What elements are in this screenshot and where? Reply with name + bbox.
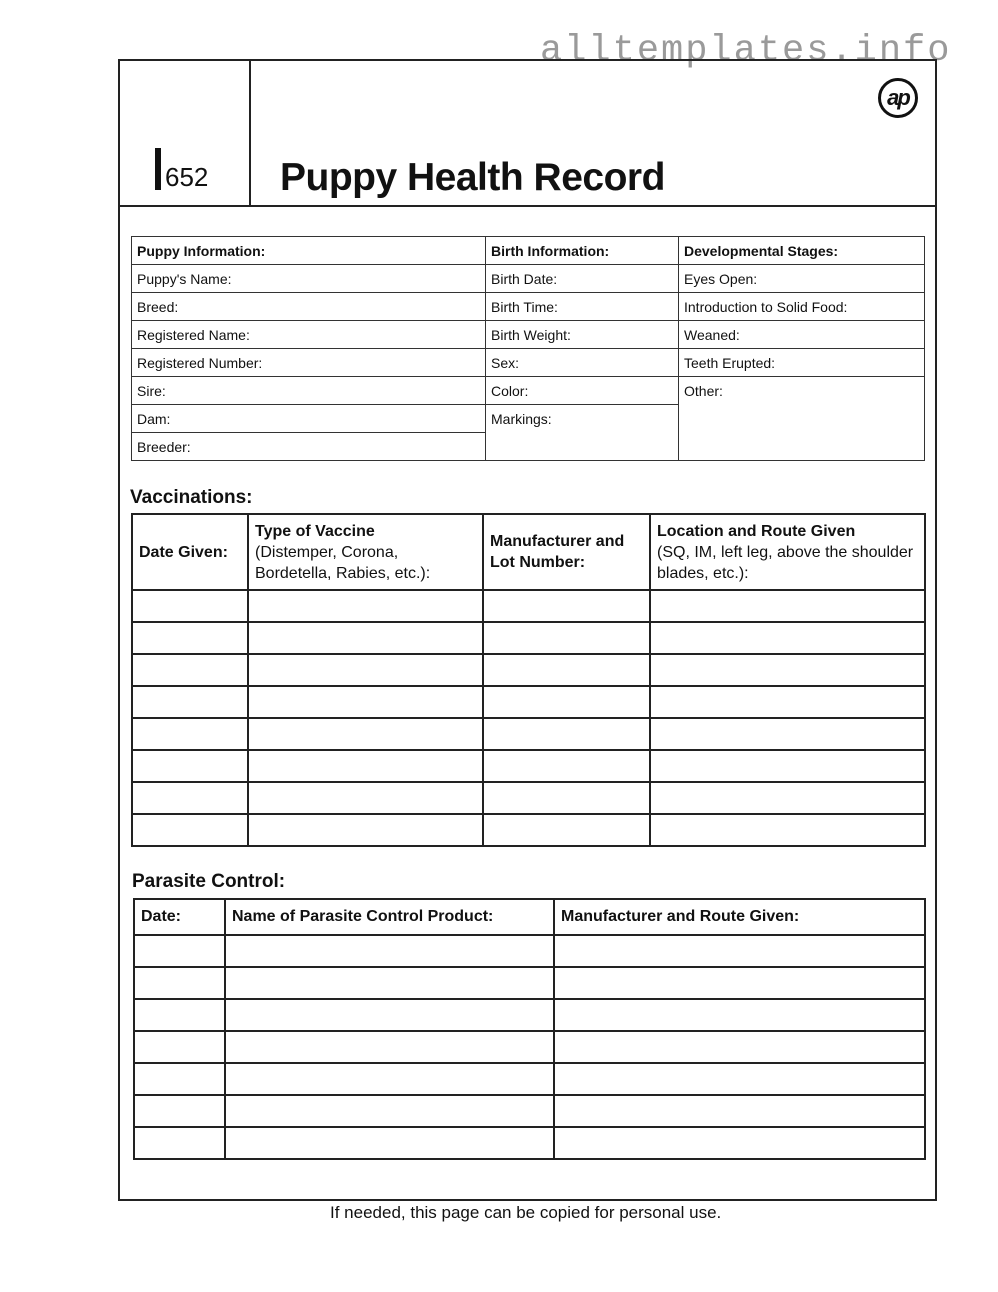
birth-info-header: Birth Information: <box>486 237 679 265</box>
parasite-manufacturer-cell[interactable] <box>554 1095 925 1127</box>
vax-manufacturer-cell[interactable] <box>483 654 650 686</box>
parasite-manufacturer-cell[interactable] <box>554 1127 925 1159</box>
header-divider-horizontal <box>118 205 937 207</box>
parasite-header-row <box>134 899 925 935</box>
table-row <box>132 654 925 686</box>
parasite-product-cell[interactable] <box>225 999 554 1031</box>
markings-field[interactable]: Markings: <box>486 405 679 461</box>
table-row <box>134 1095 925 1127</box>
other-field[interactable]: Other: <box>679 377 925 461</box>
table-row <box>132 686 925 718</box>
vax-manufacturer-cell[interactable] <box>483 686 650 718</box>
watermark: alltemplates.info <box>540 30 952 72</box>
parasite-date-cell[interactable] <box>134 1127 225 1159</box>
parasite-product-cell[interactable] <box>225 967 554 999</box>
vax-date-cell[interactable] <box>132 622 248 654</box>
info-row <box>132 377 925 405</box>
dev-stages-header: Developmental Stages: <box>679 237 925 265</box>
parasite-date-cell[interactable] <box>134 1095 225 1127</box>
table-row <box>134 999 925 1031</box>
birth-weight-field[interactable]: Birth Weight: <box>486 321 679 349</box>
vax-type-cell[interactable] <box>248 590 483 622</box>
col-manufacturer-lot: Manufacturer and Lot Number: <box>483 514 650 590</box>
vax-location-cell[interactable] <box>650 686 925 718</box>
vax-manufacturer-cell[interactable] <box>483 590 650 622</box>
puppy-info-header: Puppy Information: <box>132 237 486 265</box>
vax-manufacturer-cell[interactable] <box>483 782 650 814</box>
vax-location-cell[interactable] <box>650 590 925 622</box>
info-row <box>132 265 925 293</box>
table-row <box>132 622 925 654</box>
parasite-product-cell[interactable] <box>225 1127 554 1159</box>
vax-date-cell[interactable] <box>132 814 248 846</box>
col-vaccine-type <box>248 514 483 590</box>
vaccinations-header-row <box>132 514 925 590</box>
parasite-control-table <box>133 898 926 1160</box>
parasite-control-title: Parasite Control: <box>132 871 286 892</box>
table-row <box>132 750 925 782</box>
vax-type-cell[interactable] <box>248 750 483 782</box>
col-parasite-product: Name of Parasite Control Product: <box>225 899 554 935</box>
col-vaccine-type-title: Type of Vaccine <box>255 522 375 540</box>
vax-type-cell[interactable] <box>248 654 483 686</box>
info-row <box>132 293 925 321</box>
table-row <box>132 718 925 750</box>
col-location-route-sub: (SQ, IM, left leg, above the shoulder blades, etc.): <box>657 543 914 582</box>
parasite-manufacturer-cell[interactable] <box>554 1063 925 1095</box>
info-header-row <box>132 237 925 265</box>
vax-date-cell[interactable] <box>132 654 248 686</box>
vax-type-cell[interactable] <box>248 718 483 750</box>
table-row <box>134 1127 925 1159</box>
vax-manufacturer-cell[interactable] <box>483 718 650 750</box>
form-code-bar <box>155 148 161 190</box>
form-code <box>155 148 208 193</box>
eyes-open-field[interactable]: Eyes Open: <box>679 265 925 293</box>
color-field[interactable]: Color: <box>486 377 679 405</box>
vax-date-cell[interactable] <box>132 718 248 750</box>
puppy-name-field[interactable]: Puppy's Name: <box>132 265 486 293</box>
vax-location-cell[interactable] <box>650 654 925 686</box>
sire-field[interactable]: Sire: <box>132 377 486 405</box>
vax-date-cell[interactable] <box>132 590 248 622</box>
table-row <box>134 967 925 999</box>
table-row <box>132 590 925 622</box>
parasite-product-cell[interactable] <box>225 1095 554 1127</box>
vax-date-cell[interactable] <box>132 686 248 718</box>
sex-field[interactable]: Sex: <box>486 349 679 377</box>
footer-note: If needed, this page can be copied for personal use. <box>330 1203 722 1222</box>
info-row <box>132 321 925 349</box>
parasite-product-cell[interactable] <box>225 1031 554 1063</box>
puppy-info-table <box>131 236 925 461</box>
vax-manufacturer-cell[interactable] <box>483 814 650 846</box>
col-parasite-date: Date: <box>134 899 225 935</box>
weaned-field[interactable]: Weaned: <box>679 321 925 349</box>
parasite-date-cell[interactable] <box>134 1063 225 1095</box>
parasite-date-cell[interactable] <box>134 935 225 967</box>
table-row <box>134 1031 925 1063</box>
vax-type-cell[interactable] <box>248 814 483 846</box>
col-date-given: Date Given: <box>132 514 248 590</box>
vax-manufacturer-cell[interactable] <box>483 750 650 782</box>
vax-date-cell[interactable] <box>132 750 248 782</box>
vax-location-cell[interactable] <box>650 718 925 750</box>
parasite-manufacturer-cell[interactable] <box>554 999 925 1031</box>
registered-number-field[interactable]: Registered Number: <box>132 349 486 377</box>
vax-location-cell[interactable] <box>650 622 925 654</box>
table-row <box>134 935 925 967</box>
table-row <box>134 1063 925 1095</box>
registered-name-field[interactable]: Registered Name: <box>132 321 486 349</box>
breed-field[interactable]: Breed: <box>132 293 486 321</box>
header-divider-vertical <box>249 59 251 206</box>
col-location-route <box>650 514 925 590</box>
info-row <box>132 349 925 377</box>
parasite-manufacturer-cell[interactable] <box>554 1031 925 1063</box>
parasite-product-cell[interactable] <box>225 1063 554 1095</box>
table-row <box>132 814 925 846</box>
vax-location-cell[interactable] <box>650 814 925 846</box>
vax-date-cell[interactable] <box>132 782 248 814</box>
vax-location-cell[interactable] <box>650 782 925 814</box>
birth-date-field[interactable]: Birth Date: <box>486 265 679 293</box>
col-vaccine-type-sub: (Distemper, Corona, Bordetella, Rabies, etc.): <box>255 543 431 582</box>
breeder-field[interactable]: Breeder: <box>132 433 486 461</box>
vax-type-cell[interactable] <box>248 622 483 654</box>
col-location-route-title: Location and Route Given <box>657 522 856 540</box>
parasite-product-cell[interactable] <box>225 935 554 967</box>
vax-type-cell[interactable] <box>248 782 483 814</box>
parasite-date-cell[interactable] <box>134 999 225 1031</box>
teeth-erupted-field[interactable]: Teeth Erupted: <box>679 349 925 377</box>
page-title: Puppy Health Record <box>280 156 665 199</box>
vax-type-cell[interactable] <box>248 686 483 718</box>
parasite-date-cell[interactable] <box>134 967 225 999</box>
vax-location-cell[interactable] <box>650 750 925 782</box>
solid-food-field[interactable]: Introduction to Solid Food: <box>679 293 925 321</box>
vaccinations-title: Vaccinations: <box>130 487 253 508</box>
col-parasite-manufacturer: Manufacturer and Route Given: <box>554 899 925 935</box>
table-row <box>132 782 925 814</box>
ap-logo-icon: ap <box>878 78 918 118</box>
vax-manufacturer-cell[interactable] <box>483 622 650 654</box>
parasite-manufacturer-cell[interactable] <box>554 935 925 967</box>
parasite-date-cell[interactable] <box>134 1031 225 1063</box>
vaccinations-table <box>131 513 926 847</box>
parasite-manufacturer-cell[interactable] <box>554 967 925 999</box>
dam-field[interactable]: Dam: <box>132 405 486 433</box>
birth-time-field[interactable]: Birth Time: <box>486 293 679 321</box>
form-code-number: 652 <box>165 162 209 192</box>
